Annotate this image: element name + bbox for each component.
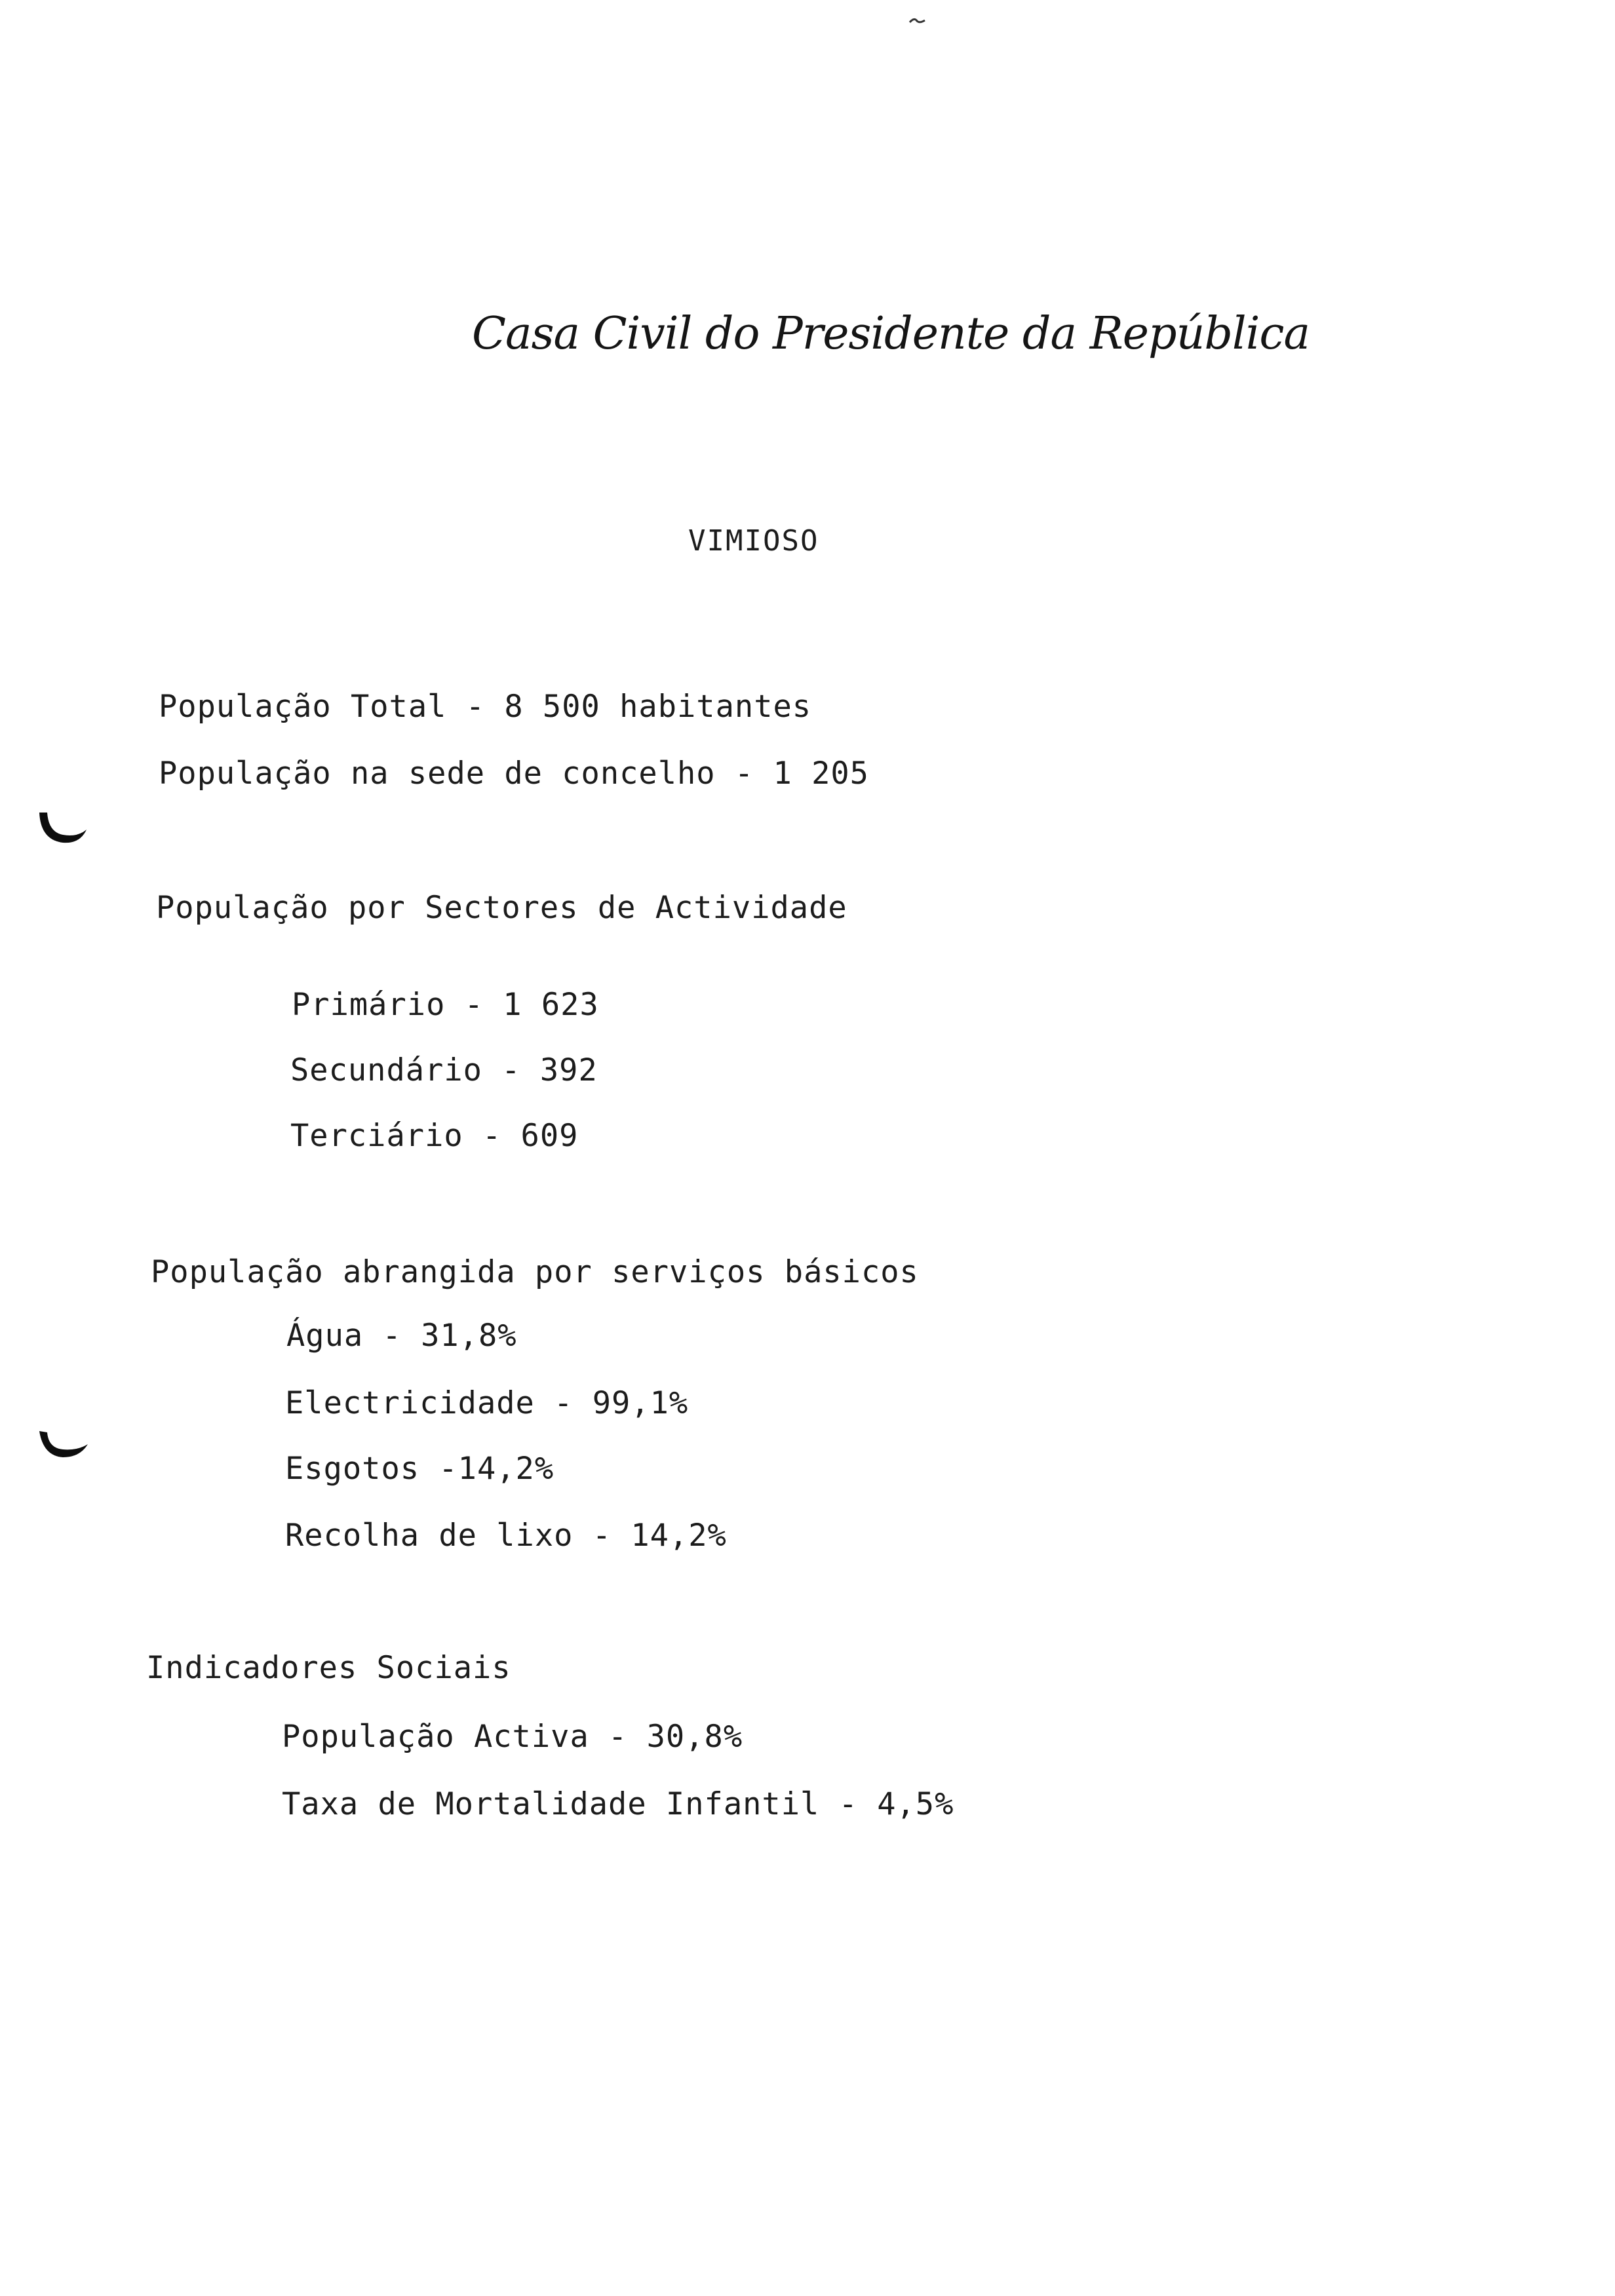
letterhead: Casa Civil do Presidente da República [472, 308, 1310, 360]
sectors-heading: População por Sectores de Actividade [156, 890, 847, 926]
services-heading: População abrangida por serviços básicos [151, 1254, 919, 1290]
social-heading: Indicadores Sociais [146, 1650, 511, 1686]
social-active-population: População Activa - 30,8% [282, 1719, 743, 1755]
service-waste: Recolha de lixo - 14,2% [285, 1518, 727, 1554]
population-seat: População na sede de concelho - 1 205 [159, 756, 869, 792]
sector-secondary: Secundário - 392 [290, 1052, 598, 1088]
stray-mark-icon [908, 14, 927, 28]
page-title: VIMIOSO [688, 524, 819, 558]
sector-tertiary: Terciário - 609 [290, 1118, 579, 1154]
social-infant-mortality: Taxa de Mortalidade Infantil - 4,5% [282, 1786, 954, 1822]
service-sewage: Esgotos -14,2% [285, 1451, 555, 1487]
population-total: População Total - 8 500 habitantes [159, 689, 812, 725]
service-water: Água - 31,8% [286, 1318, 517, 1354]
crescent-hook-icon [34, 1427, 93, 1466]
service-electricity: Electricidade - 99,1% [285, 1385, 689, 1421]
sector-primary: Primário - 1 623 [292, 987, 599, 1023]
crescent-hook-icon [34, 806, 93, 852]
